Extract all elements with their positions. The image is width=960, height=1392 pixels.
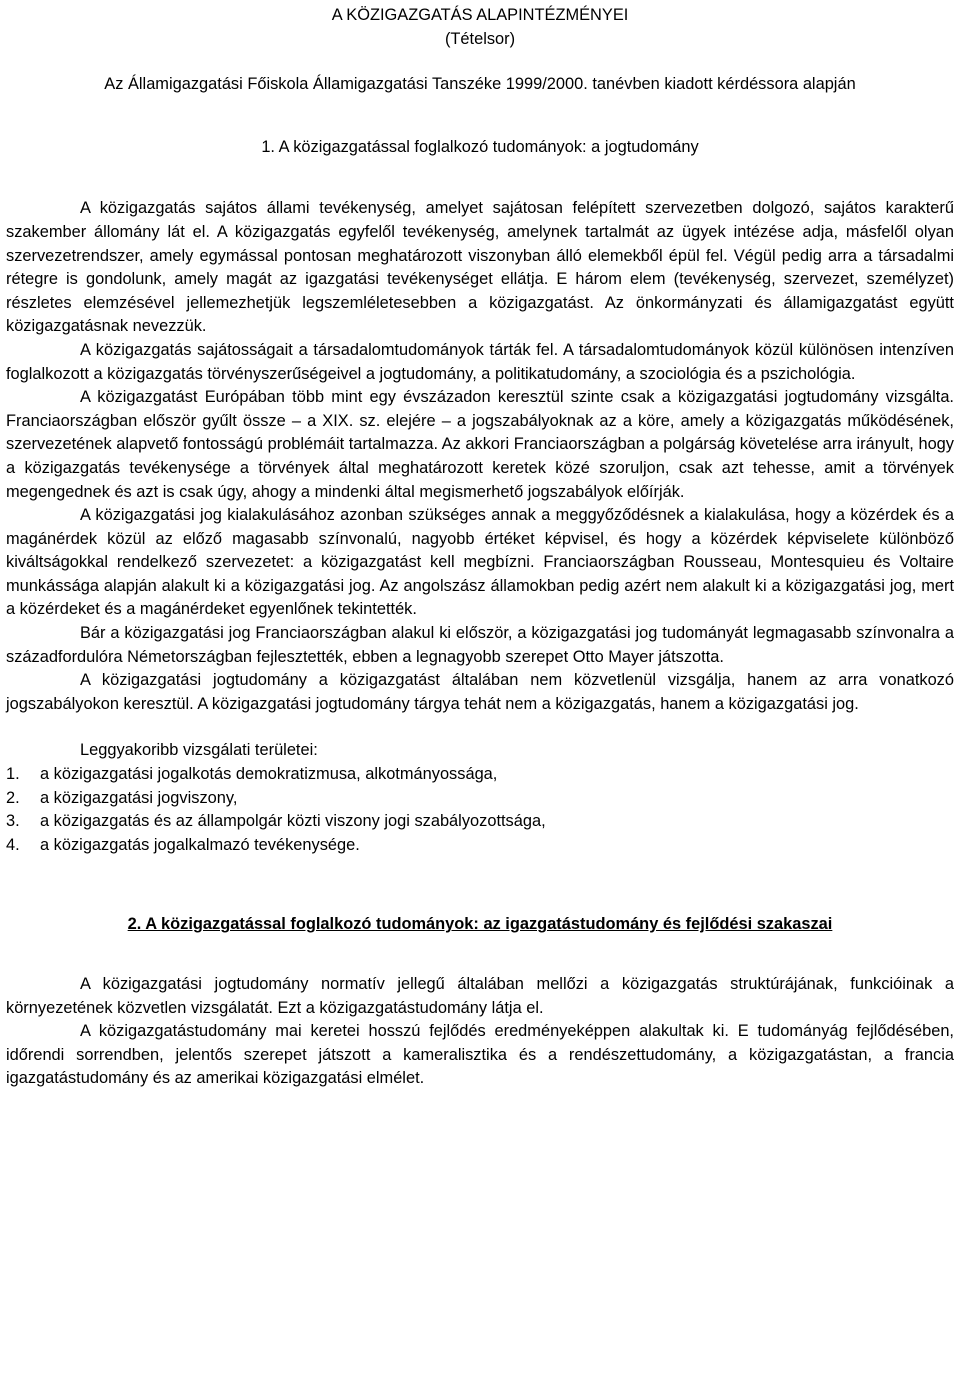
paragraph: A közigazgatást Európában több mint egy évszázadon keresztül szinte csak a közigazgatási jogtudomány vizsgálta. Franciaországban először gyűlt össze – a XIX. sz. elejére – a jogszabályoknak az a köre, amely a közigazgatás működésének, szervezetének alapvető fontosságú problémáit tartalmazza. Az akkori Franciaországban a polgárság követelése arra irányult, hogy a közigazgatás tevékenysége a törvények által meghatározott keretek közé szoruljon, csak azt tehesse, amit a törvények megengednek és azt is csak úgy, ahogy a mindenki által megismerhető jogszabályok előírják. [6, 388, 954, 501]
list-item-text: a közigazgatás jogalkalmazó tevékenysége. [40, 835, 360, 854]
list-item-number: 1. [6, 765, 20, 784]
list-item-number: 4. [6, 835, 20, 854]
list-item-number: 2. [6, 788, 20, 807]
document-source: Az Államigazgatási Főiskola Államigazgatási Tanszéke 1999/2000. tanévben kiadott kérdéssora alapján [104, 75, 856, 94]
paragraph: A közigazgatási jogtudomány normatív jellegű általában mellőzi a közigazgatás struktúrájának, funkcióinak a környezetének közvetlen vizsgálatát. Ezt a közigazgatástudomány látja el. [6, 975, 954, 1017]
section-2-heading: 2. A közigazgatással foglalkozó tudományok: az igazgatástudomány és fejlődési szakaszai [127, 915, 833, 934]
paragraph: A közigazgatástudomány mai keretei hosszú fejlődés eredményeképpen alakultak ki. E tudományág fejlődésében, időrendi sorrendben, jelentős szerepet játszott a kameralisztika és a rendészettudomány, a közigazgatástan, a francia igazgatástudomány és az amerikai közigazgatási elmélet. [6, 1022, 954, 1088]
paragraph: Bár a közigazgatási jog Franciaországban alakul ki először, a közigazgatási jog tudományát legmagasabb színvonalra a századfordulóra Németországban fejlesztették, ebben a legnagyobb szerepet Otto Mayer játszotta. [6, 624, 954, 666]
list-item [6, 810, 954, 834]
research-areas-list [6, 763, 954, 857]
list-item-text: a közigazgatás és az állampolgár közti viszony jogi szabályozottsága, [40, 812, 546, 831]
list-item [6, 834, 954, 858]
document-subtitle: (Tételsor) [444, 29, 516, 48]
list-title: Leggyakoribb vizsgálati területei: [80, 741, 318, 760]
list-item [6, 787, 954, 811]
paragraph: A közigazgatási jog kialakulásához azonban szükséges annak a meggyőződésnek a kialakulása, hogy a közérdek és a magánérdek közül az előző magasabb színvonalú, nagyobb értéket képvisel, és hogy a közérdek képviselete különböző kiváltságokkal rendelkező szervezetet: a közigazgatást kell megbízni. Franciaországban Rousseau, Montesquieu és Voltaire munkássága alapján alakult ki a közigazgatási jog. Az angolszász államokban pedig azért nem alakult ki a közigazgatási jog, mert a közérdeket és a magánérdeket egyenlőnek tekintették. [6, 506, 954, 619]
paragraph: A közigazgatási jogtudomány a közigazgatást általában nem közvetlenül vizsgálja, hanem az arra vonatkozó jogszabályokon keresztül. A közigazgatási jogtudomány tárgya tehát nem a közigazgatás, hanem a közigazgatási jog. [6, 671, 954, 713]
paragraph: A közigazgatás sajátos állami tevékenység, amelyet sajátosan felépített szervezetben dolgozó, sajátos karakterű szakember állomány lát el. A közigazgatás egyfelől tevékenység, amelynek tartalmát az ügyek intézése adja, másfelől olyan szervezetrendszer, amely egymással pontosan meghatározott viszonyban álló elemekből épül fel. Végül pedig arra a társadalmi rétegre is gondolunk, amely magát az igazgatási tevékenységet ellátja. E három elem (tevékenység, szervezet, személyzet) részletes elemzésével jellemezhetjük legszemléletesebben a közigazgatást. Az önkormányzati és államigazgatást együtt közigazgatásnak nevezzük. [6, 199, 954, 336]
list-item-text: a közigazgatási jogalkotás demokratizmusa, alkotmányossága, [40, 765, 498, 784]
section-1-heading-text: 1. A közigazgatással foglalkozó tudományok: a jogtudomány [261, 137, 699, 156]
document-title: A KÖZIGAZGATÁS ALAPINTÉZMÉNYEI [331, 6, 629, 24]
section-1-heading [6, 136, 954, 160]
paragraph: A közigazgatás sajátosságait a társadalomtudományok tárták fel. A társadalomtudományok közül különösen intenzíven foglalkozott a közigazgatás törvényszerűségeivel a jogtudomány, a politikatudomány, a szociológia és a pszichológia. [6, 340, 954, 383]
list-item [6, 763, 954, 787]
list-item-text: a közigazgatási jogviszony, [40, 788, 238, 807]
list-item-number: 3. [6, 812, 20, 831]
